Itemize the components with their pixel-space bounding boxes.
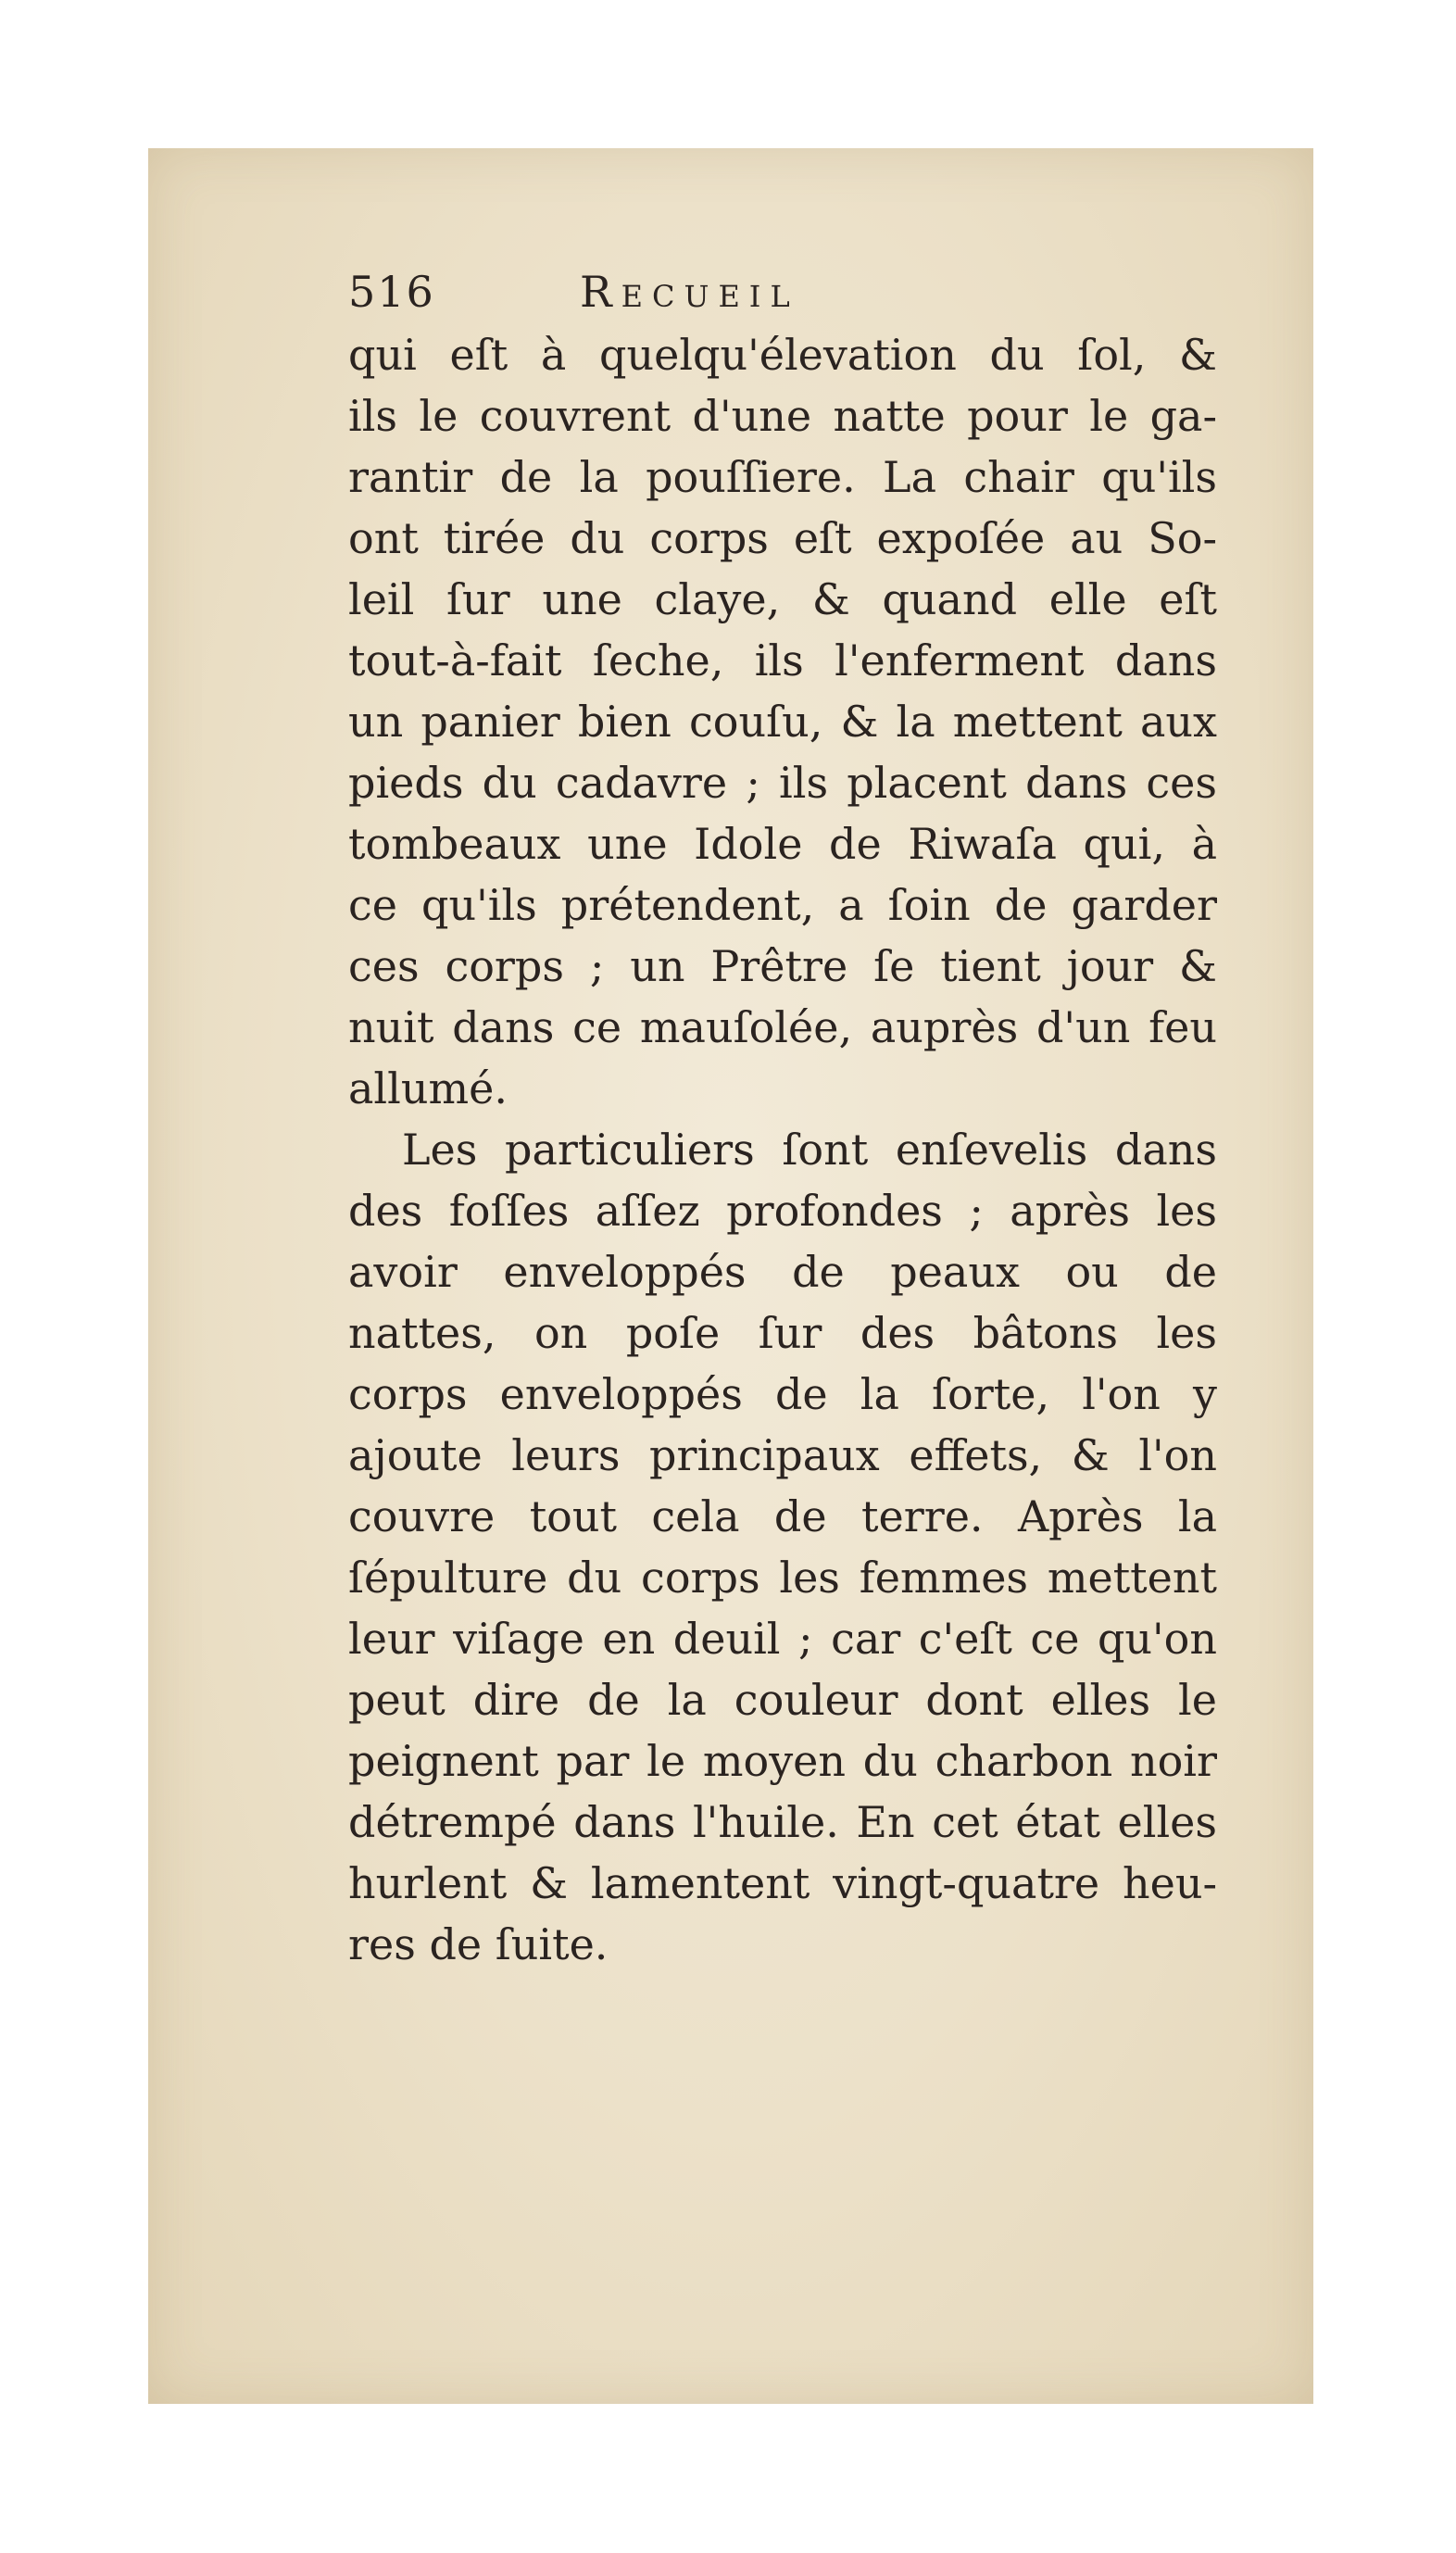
text-line: Les particuliers ſont enſevelis dans xyxy=(402,1125,1217,1175)
text-line: tout-à-fait ſeche, ils l'enferment dans xyxy=(348,635,1217,685)
page-header xyxy=(348,259,1217,324)
text-line: couvre tout cela de terre. Après la xyxy=(348,1491,1217,1541)
text-line: nuit dans ce mauſolée, auprès d'un feu xyxy=(348,1002,1217,1052)
text-line: leur viſage en deuil ; car c'eſt ce qu'on xyxy=(348,1614,1217,1664)
text-line: res de ſuite. xyxy=(348,1919,609,1969)
text-line: rantir de la pouſſiere. La chair qu'ils xyxy=(348,452,1217,502)
running-title: Recueil xyxy=(580,267,799,317)
text-line: avoir enveloppés de peaux ou de xyxy=(348,1247,1217,1297)
text-line: un panier bien couſu, & la mettent aux xyxy=(348,697,1217,747)
text-line: détrempé dans l'huile. En cet état elles xyxy=(348,1797,1217,1847)
text-line: pieds du cadavre ; ils placent dans ces xyxy=(348,758,1217,808)
book-page xyxy=(148,148,1313,2404)
text-line: des foſſes aſſez profondes ; après les xyxy=(348,1186,1217,1236)
text-block xyxy=(348,259,1217,1975)
text-line: ces corps ; un Prêtre ſe tient jour & xyxy=(348,941,1217,991)
text-line: peut dire de la couleur dont elles le xyxy=(348,1675,1217,1725)
text-line: ont tirée du corps eſt expoſée au So- xyxy=(348,513,1217,563)
body-text xyxy=(348,324,1217,1975)
text-line: tombeaux une Idole de Riwaſa qui, à xyxy=(348,819,1217,869)
text-line: hurlent & lamentent vingt-quatre heu- xyxy=(348,1858,1217,1908)
text-line: corps enveloppés de la ſorte, l'on y xyxy=(348,1369,1217,1419)
text-line: ajoute leurs principaux effets, & l'on xyxy=(348,1430,1217,1480)
page-number: 516 xyxy=(348,267,435,317)
text-line: ils le couvrent d'une natte pour le ga- xyxy=(348,391,1217,441)
text-line: peignent par le moyen du charbon noir xyxy=(348,1736,1217,1786)
text-line: nattes, on poſe ſur des bâtons les xyxy=(348,1308,1217,1358)
text-line: allumé. xyxy=(348,1063,508,1113)
text-line: ſépulture du corps les femmes mettent xyxy=(348,1553,1217,1603)
text-line: qui eſt à quelqu'élevation du ſol, & xyxy=(348,330,1217,380)
text-line: leil ſur une claye, & quand elle eſt xyxy=(348,574,1217,624)
text-line: ce qu'ils prétendent, a ſoin de garder xyxy=(348,880,1217,930)
